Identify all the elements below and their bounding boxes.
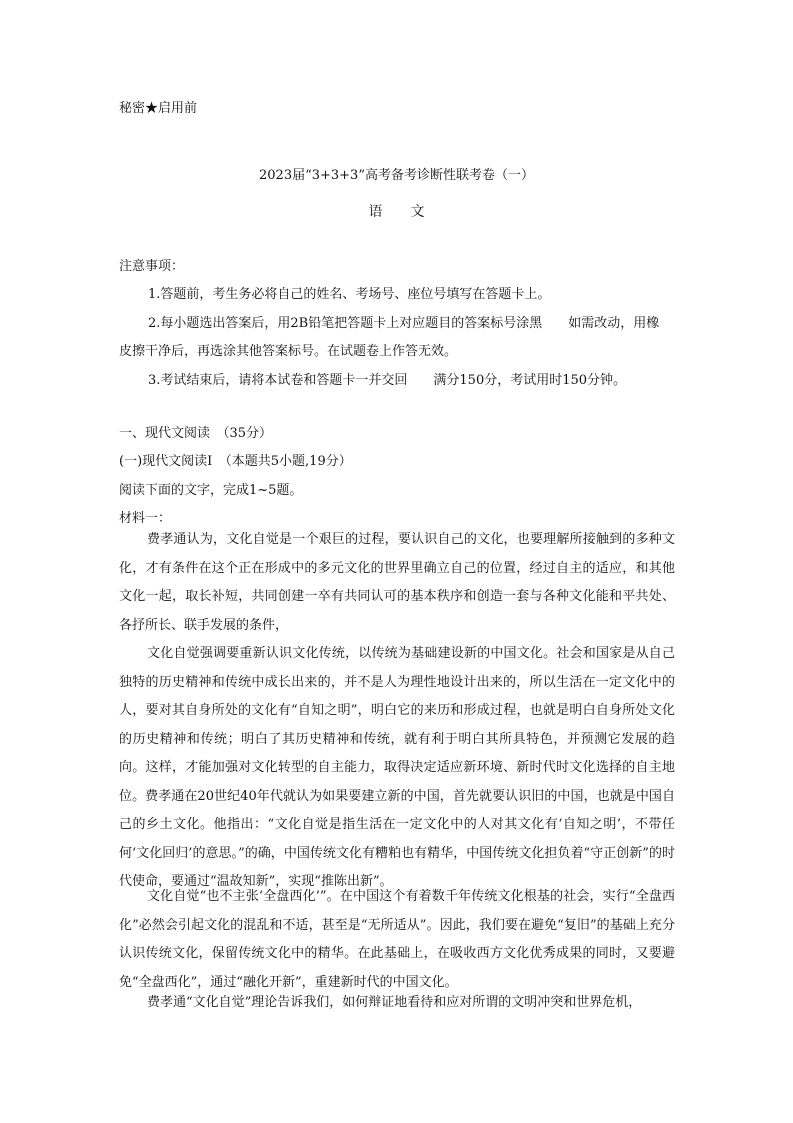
- confidential-mark: 秘密★启用前: [119, 101, 198, 116]
- notice-heading: 注意事项：: [119, 259, 185, 274]
- material-label: 材料一：: [119, 511, 172, 526]
- section-subheading: (一)现代文阅读Ⅰ （本题共5小题,19分）: [119, 454, 352, 469]
- notice-item-2: 2.每小题选出答案后，用2B铅笔把答题卡上对应题目的答案标号涂黑 如需改动，用橡: [148, 316, 660, 331]
- subject-title: 语文: [368, 204, 453, 220]
- paragraph-4: 费孝通“文化自觉”理论告诉我们，如何辩证地看待和应对所谓的文明冲突和世界危机，: [147, 995, 642, 1010]
- exam-title: 2023届“3+3+3”高考备考诊断性联考卷（一）: [259, 168, 534, 183]
- notice-item-1: 1.答题前，考生务必将自己的姓名、考场号、座位号填写在答题卡上。: [148, 287, 551, 302]
- notice-item-2-continued: 皮擦干净后，再选涂其他答案标号。在试题卷上作答无效。: [119, 344, 458, 359]
- reading-instruction: 阅读下面的文字，完成1~5题。: [119, 483, 303, 498]
- notice-item-3: 3.考试结束后，请将本试卷和答题卡一并交回 满分150分，考试用时150分钟。: [148, 373, 627, 388]
- paragraph-3: 文化自觉“也不主张‘全盘西化’”。在中国这个有着数千年传统文化根基的社会，实行“全盘西化”必然会引起文化的混乱和不适，甚至是“无所适从”。因此，我们要在避免“复旧”的基础上充分认识传统文化，保留传统文化中的精华。在此基础上，在吸收西方文化优秀成果的同时，又要避免“全盘西化”，通过“融化开新”，重建新时代的中国文化。: [119, 889, 675, 990]
- paragraph-1: 费孝通认为，文化自觉是一个艰巨的过程，要认识自己的文化，也要理解所接触到的多种文化，才有条件在这个正在形成中的多元文化的世界里确立自己的位置，经过自主的适应，和其他文化一起，取长补短，共同创建一卒有共同认可的基本秩序和创造一套与各种文化能和平共处、各抒所长、联手发展的条件，: [119, 532, 675, 633]
- section-heading: 一、现代文阅读 （35分）: [119, 426, 273, 441]
- paragraph-2: 文化自觉强调要重新认识文化传统，以传统为基础建设新的中国文化。社会和国家是从自己独特的历史精神和传统中成长出来的，并不是人为理性地设计出来的，所以生活在一定文化中的人，要对其自身所处的文化有“自知之明”，明白它的来历和形成过程，也就是明白自身所处文化的历史精神和传统；明白了其历史精神和传统，就有利于明白其所具特色，并预测它发展的趋向。这样，才能加强对文化转型的自主能力，取得决定适应新环境、新时代时文化选择的自主地位。费孝通在20世纪40年代就认为如果要建立新的中国，首先就要认识旧的中国，也就是中国自己的乡土文化。他指出：“文化自觉是指生活在一定文化中的人对其文化有‘自知之明’，不带任何‘文化回归’的意思。”的确，中国传统文化有糟粕也有精华，中国传统文化担负着“守正创新”的时代使命，要通过“温故知新”，实现“推陈出新”。: [119, 646, 675, 889]
